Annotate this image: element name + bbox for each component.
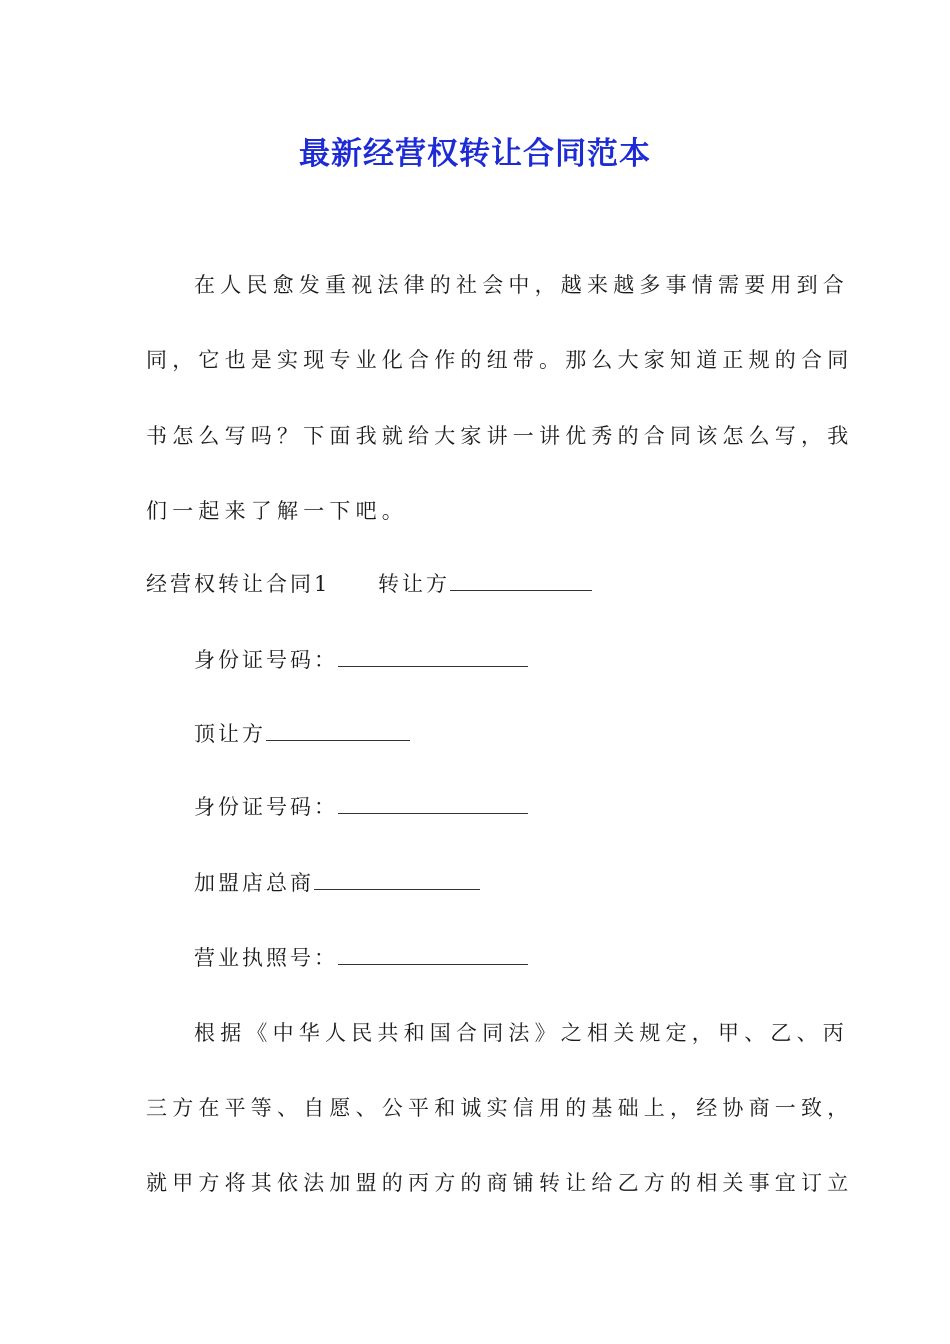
franchisor-row bbox=[194, 869, 480, 897]
transferee-blank bbox=[266, 720, 410, 741]
id-number-row-1 bbox=[194, 646, 528, 674]
transferee-label: 顶让方 bbox=[194, 722, 266, 746]
intro-line-2: 同，它也是实现专业化合作的纽带。那么大家知道正规的合同 bbox=[146, 348, 854, 372]
intro-line-3: 书怎么写吗？下面我就给大家讲一讲优秀的合同该怎么写，我 bbox=[146, 424, 854, 448]
id-number-label-1: 身份证号码： bbox=[194, 648, 338, 672]
license-number-row bbox=[194, 944, 528, 972]
body-line-3: 就甲方将其依法加盟的丙方的商铺转让给乙方的相关事宜订立 bbox=[146, 1171, 854, 1195]
transferee-row bbox=[194, 720, 410, 748]
body-line-1: 根据《中华人民共和国合同法》之相关规定，甲、乙、丙 bbox=[194, 1021, 849, 1045]
franchisor-blank bbox=[314, 869, 480, 890]
contract-heading: 经营权转让合同1 bbox=[146, 572, 331, 596]
transferor-row bbox=[378, 570, 592, 598]
transferor-blank bbox=[450, 570, 592, 591]
id-number-blank-2 bbox=[338, 793, 528, 814]
body-line-2: 三方在平等、自愿、公平和诚实信用的基础上，经协商一致， bbox=[146, 1096, 854, 1120]
license-number-label: 营业执照号： bbox=[194, 946, 338, 970]
id-number-label-2: 身份证号码： bbox=[194, 795, 338, 819]
id-number-blank-1 bbox=[338, 646, 528, 667]
intro-line-1: 在人民愈发重视法律的社会中，越来越多事情需要用到合 bbox=[194, 273, 849, 297]
transferor-label: 转让方 bbox=[378, 572, 450, 596]
intro-line-4: 们一起来了解一下吧。 bbox=[146, 499, 408, 523]
contract-heading-row bbox=[146, 570, 330, 598]
franchisor-label: 加盟店总商 bbox=[194, 871, 314, 895]
id-number-row-2 bbox=[194, 793, 528, 821]
document-title: 最新经营权转让合同范本 bbox=[299, 136, 651, 172]
license-number-blank bbox=[338, 944, 528, 965]
